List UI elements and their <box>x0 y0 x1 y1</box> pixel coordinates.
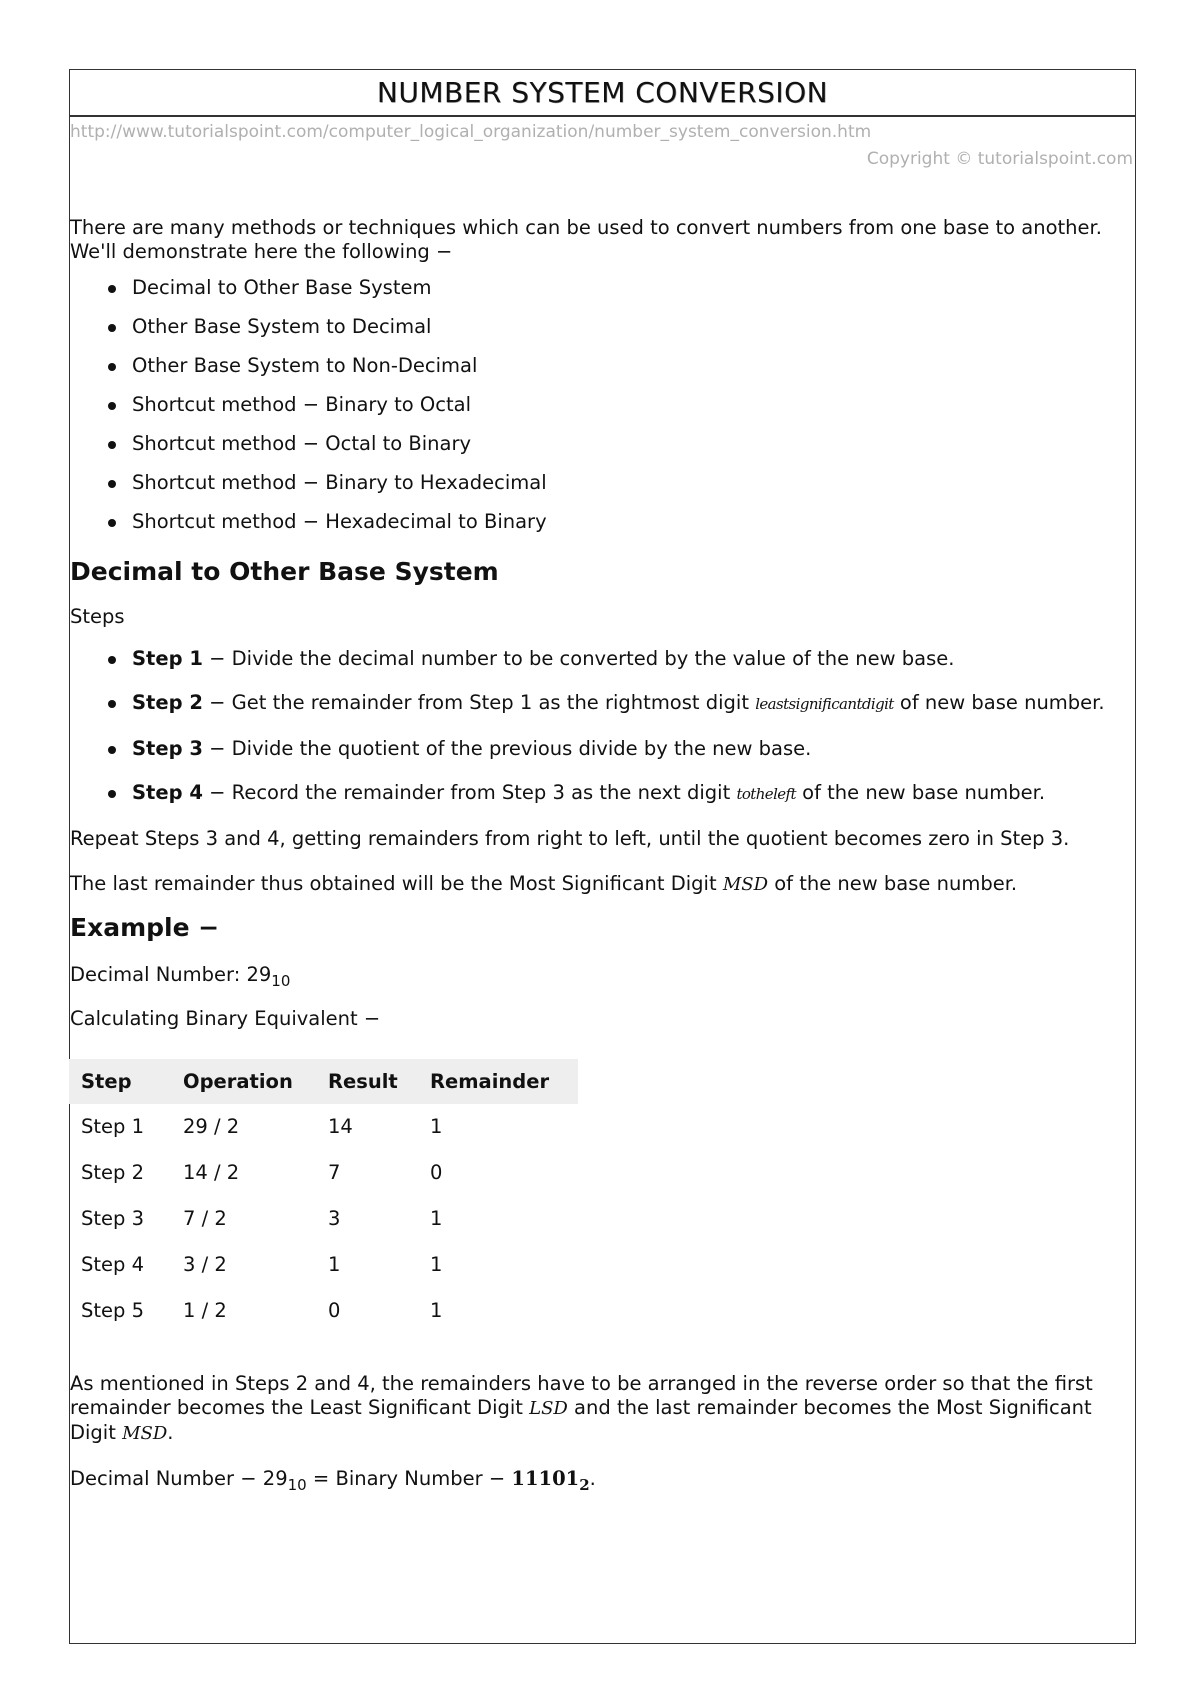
step-label: Step 1 <box>132 647 203 670</box>
table-cell: Step 1 <box>81 1115 145 1138</box>
math-msd: MSD <box>722 874 769 895</box>
math-lsd: LSD <box>529 1398 568 1419</box>
column-header: Remainder <box>418 1059 578 1104</box>
step-item <box>132 647 1134 670</box>
table-cell: 1 <box>430 1253 443 1276</box>
list-item: Other Base System to Non-Decimal <box>132 354 1134 393</box>
section-heading: Decimal to Other Base System <box>70 557 499 586</box>
last-remainder-paragraph <box>70 872 1134 897</box>
paragraph-text: and the last remainder becomes the Most Significant Digit <box>70 1396 1092 1444</box>
table-cell: Step 4 <box>81 1253 145 1276</box>
steps-list <box>70 647 1134 806</box>
paragraph-text: As mentioned in Steps 2 and 4, the remainders have to be arranged in the reverse order so that the first remainder becomes the Least Significant Digit <box>70 1372 1093 1419</box>
list-item: Shortcut method − Binary to Octal <box>132 393 1134 432</box>
step-text: − Record the remainder from Step 3 as the next digit <box>202 781 737 804</box>
column-header: Result <box>316 1059 418 1104</box>
table-header-row <box>69 1059 578 1104</box>
calc-label: Calculating Binary Equivalent − <box>70 1007 381 1030</box>
step-text: − Divide the decimal number to be converted by the value of the new base. <box>202 647 955 670</box>
page-frame <box>69 69 1136 1644</box>
step-text: − Divide the quotient of the previous divide by the new base. <box>202 737 812 760</box>
table-cell: 1 / 2 <box>183 1299 227 1322</box>
article-body <box>70 216 1134 1494</box>
copyright-notice: Copyright © tutorialspoint.com <box>866 149 1133 169</box>
paragraph-text: The last remainder thus obtained will be the Most Significant Digit <box>70 872 723 895</box>
table-cell: 14 <box>328 1115 353 1138</box>
decimal-number-line <box>70 963 1134 990</box>
table-cell: 0 <box>328 1299 341 1322</box>
column-header: Step <box>69 1059 171 1104</box>
list-item: Other Base System to Decimal <box>132 315 1134 354</box>
result-text: Decimal Number − 29 <box>70 1467 288 1490</box>
table-row <box>69 1196 578 1242</box>
conversion-table <box>69 1059 578 1334</box>
table-cell: 1 <box>328 1253 341 1276</box>
column-header: Operation <box>171 1059 316 1104</box>
base-subscript: 2 <box>579 1476 590 1494</box>
result-text: = Binary Number − <box>306 1467 512 1490</box>
source-url[interactable]: http://www.tutorialspoint.com/computer_logical_organization/number_system_conversion.htm <box>70 122 872 142</box>
step-item <box>132 737 1134 760</box>
table-cell: 0 <box>430 1161 443 1184</box>
example-heading: Example − <box>70 913 220 942</box>
table-cell: 7 / 2 <box>183 1207 227 1230</box>
step-label: Step 4 <box>132 781 203 804</box>
table-cell: 7 <box>328 1161 341 1184</box>
step-text: of the new base number. <box>795 781 1046 804</box>
table-cell: 1 <box>430 1115 443 1138</box>
table-cell: 14 / 2 <box>183 1161 240 1184</box>
list-item: Shortcut method − Octal to Binary <box>132 432 1134 471</box>
list-item: Shortcut method − Binary to Hexadecimal <box>132 471 1134 510</box>
step-item <box>132 781 1134 806</box>
result-text: . <box>589 1467 596 1490</box>
math-msd: MSD <box>122 1423 168 1444</box>
base-subscript: 10 <box>271 972 291 990</box>
math-annotation: leastsignificantdigit <box>755 695 894 713</box>
step-label: Step 2 <box>132 691 203 714</box>
list-item: Shortcut method − Hexadecimal to Binary <box>132 510 1134 549</box>
binary-result: 11101 <box>511 1467 580 1490</box>
repeat-paragraph: Repeat Steps 3 and 4, getting remainders from right to left, until the quotient becomes zero in Step 3. <box>70 827 1070 850</box>
table-cell: 3 / 2 <box>183 1253 227 1276</box>
paragraph-text: of the new base number. <box>768 872 1018 895</box>
final-result-line <box>70 1467 1134 1494</box>
table-row <box>69 1104 578 1150</box>
table-cell: 3 <box>328 1207 341 1230</box>
table-cell: 1 <box>430 1299 443 1322</box>
paragraph-text: . <box>167 1421 174 1444</box>
decimal-label: Decimal Number: 29 <box>70 963 272 986</box>
page-title: NUMBER SYSTEM CONVERSION <box>70 70 1135 117</box>
table-row <box>69 1150 578 1196</box>
step-text: of new base number. <box>893 691 1105 714</box>
table-cell: Step 3 <box>81 1207 145 1230</box>
methods-list <box>70 276 1134 549</box>
table-cell: Step 2 <box>81 1161 145 1184</box>
step-item <box>132 691 1134 716</box>
base-subscript: 10 <box>287 1476 307 1494</box>
table-cell: Step 5 <box>81 1299 145 1322</box>
table-cell: 1 <box>430 1207 443 1230</box>
steps-label: Steps <box>70 605 125 628</box>
intro-paragraph: There are many methods or techniques which can be used to convert numbers from one base to another. We'll demonstrate here the following − <box>70 216 1102 263</box>
step-text: − Get the remainder from Step 1 as the rightmost digit <box>202 691 756 714</box>
table-row <box>69 1288 578 1334</box>
list-item: Decimal to Other Base System <box>132 276 1134 315</box>
table-row <box>69 1242 578 1288</box>
step-label: Step 3 <box>132 737 203 760</box>
table-cell: 29 / 2 <box>183 1115 240 1138</box>
closing-paragraph <box>70 1372 1134 1446</box>
math-annotation: totheleft <box>736 785 796 803</box>
